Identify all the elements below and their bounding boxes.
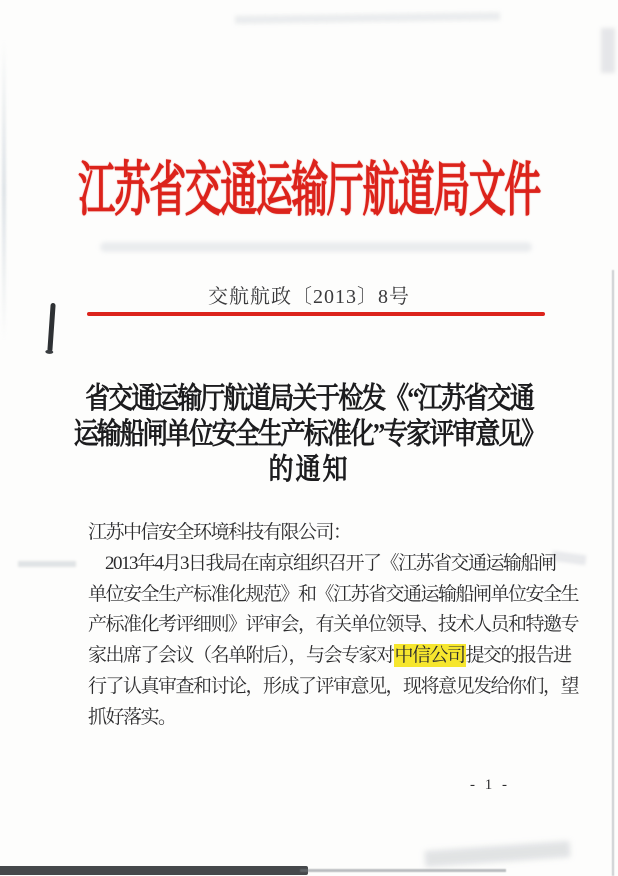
scan-shadow-bottom-line	[300, 869, 506, 872]
body-line: 抓好落实。	[88, 706, 176, 728]
ink-mark-artifact	[47, 303, 55, 352]
page-number: - 1 -	[470, 777, 510, 793]
salutation-line: 江苏中信安全环境科技有限公司：	[88, 522, 351, 543]
document-title-line-1: 省交通运输厅航道局关于检发《“江苏省交通	[85, 383, 533, 416]
body-line-with-highlight	[88, 641, 588, 672]
document-title-line-2: 运输船闸单位安全生产标准化”专家评审意见》	[73, 418, 545, 451]
red-divider-line	[87, 312, 545, 316]
scan-smudge-left-margin	[18, 561, 76, 567]
body-text-segment: 家出席了会议（名单附后），与会专家对	[88, 645, 394, 667]
body-line: 产标准化考评细则》评审会，有关单位领导、技术人员和特邀专	[88, 614, 579, 636]
scan-smudge-top	[235, 12, 500, 24]
letterhead-org-title: 江苏省交通运输厅航道局文件	[78, 158, 540, 225]
body-line: 2013年4月3日我局在南京组织召开了《江苏省交通运输船闸	[105, 552, 556, 574]
body-line: 单位安全生产标准化规范》和《江苏省交通运输船闸单位安全生	[88, 583, 579, 605]
scan-smudge-top-right	[601, 28, 615, 73]
scan-smudge-bottom-right	[425, 841, 571, 867]
body-text-segment: 提交的报告进	[465, 645, 571, 667]
document-title	[0, 382, 618, 488]
scan-shadow-right-edge	[612, 270, 614, 876]
scan-shadow-bottom-edge	[0, 866, 308, 875]
document-body	[88, 518, 588, 734]
highlighted-text: 中信公司	[394, 645, 465, 667]
document-title-line-3: 的通知	[268, 453, 350, 486]
scan-bleedthrough-band	[100, 242, 532, 252]
document-number: 交航航政〔2013〕8号	[208, 286, 410, 308]
body-line: 行了认真审查和讨论，形成了评审意见，现将意见发给你们，望	[88, 675, 579, 697]
